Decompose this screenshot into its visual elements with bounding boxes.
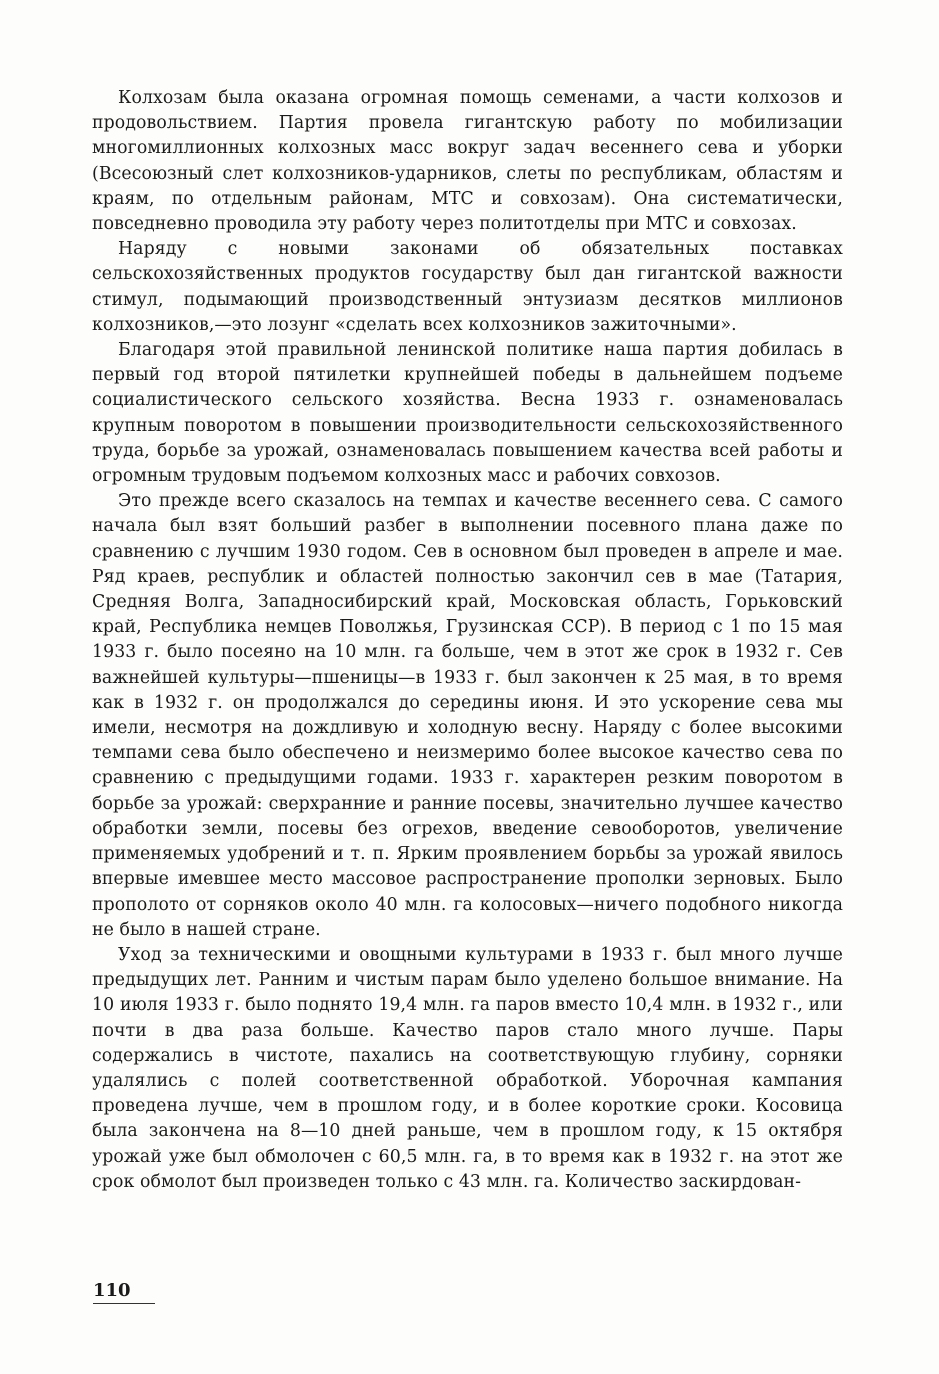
paragraph-2: Наряду с новыми законами об обязательных поставках сельскохозяйственных продуктов государству был дан гигантской важности стимул, подымающий производственный энтузиазм десятков миллионов колхозников,—это лозунг «сделать всех колхозников зажиточными». xyxy=(92,239,843,335)
paragraph-4: Это прежде всего сказалось на темпах и качестве весеннего сева. С самого начала был взят больший разбег в выполнении посевного плана даже по сравнению с лучшим 1930 годом. Сев в основном был проведен в апреле и мае. Ряд краев, республик и областей полностью закончил сев в мае (Татария, Средняя Волга, Западносибирский край, Московская область, Горьковский край, Республика немцев Поволжья, Грузинская ССР). В период с 1 по 15 мая 1933 г. было посеяно на 10 млн. га больше, чем в этот же срок в 1932 г. Сев важнейшей культуры—пшеницы—в 1933 г. был закончен к 25 мая, в то время как в 1932 г. он продолжался до середины июня. И это ускорение сева мы имели, несмотря на дождливую и холодную весну. Наряду с более высокими темпами сева было обеспечено и неизмеримо более высокое качество сева по сравнению с предыдущими годами. 1933 г. характерен резким поворотом в борьбе за урожай: сверхранние и ранние посевы, значительно лучшее качество обработки земли, посевы без огрехов, введение севооборотов, увеличение применяемых удобрений и т. п. Ярким проявлением борьбы за урожай явилось впервые имевшее место массовое распространение прополки зерновых. Было прополото от сорняков около 40 млн. га колосовых—ничего подобного никогда не было в нашей стране. xyxy=(92,491,843,940)
text-column xyxy=(92,86,843,1195)
page-number: 110 xyxy=(93,1280,131,1301)
paragraph-3: Благодаря этой правильной ленинской политике наша партия добилась в первый год второй пятилетки крупнейшей победы в дальнейшем подъеме социалистического сельского хозяйства. Весна 1933 г. ознаменовалась крупным поворотом в повышении производительности сельскохозяйственного труда, борьбе за урожай, ознаменовалась повышением качества всей работы и огромным трудовым подъемом колхозных масс и рабочих совхозов. xyxy=(92,340,843,487)
paragraph-1: Колхозам была оказана огромная помощь семенами, а части колхозов и продовольствием. Партия провела гигантскую работу по мобилизации многомиллионных колхозных масс вокруг задач весеннего сева и уборки (Всесоюзный слет колхозников-ударников, слеты по республикам, областям и краям, по отдельным районам, МТС и совхозам). Она систематически, повседневно проводила эту работу через политотделы при МТС и совхозах. xyxy=(92,88,843,235)
page-number-rule xyxy=(93,1303,155,1304)
paragraph-5: Уход за техническими и овощными культурами в 1933 г. был много лучше предыдущих лет. Ранним и чистым парам было уделено большое внимание. На 10 июля 1933 г. было поднято 19,4 млн. га паров вместо 10,4 млн. в 1932 г., или почти в два раза больше. Качество паров стало много лучше. Пары содержались в чистоте, пахались на соответствующую глубину, сорняки удалялись с полей соответственной обработкой. Уборочная кампания проведена лучше, чем в прошлом году, и в более короткие сроки. Косовица была закончена на 8—10 дней раньше, чем в прошлом году, к 15 октября урожай уже был обмолочен с 60,5 млн. га, в то время как в 1932 г. на этот же срок обмолот был произведен только с 43 млн. га. Количество заскирдован- xyxy=(92,944,843,1192)
